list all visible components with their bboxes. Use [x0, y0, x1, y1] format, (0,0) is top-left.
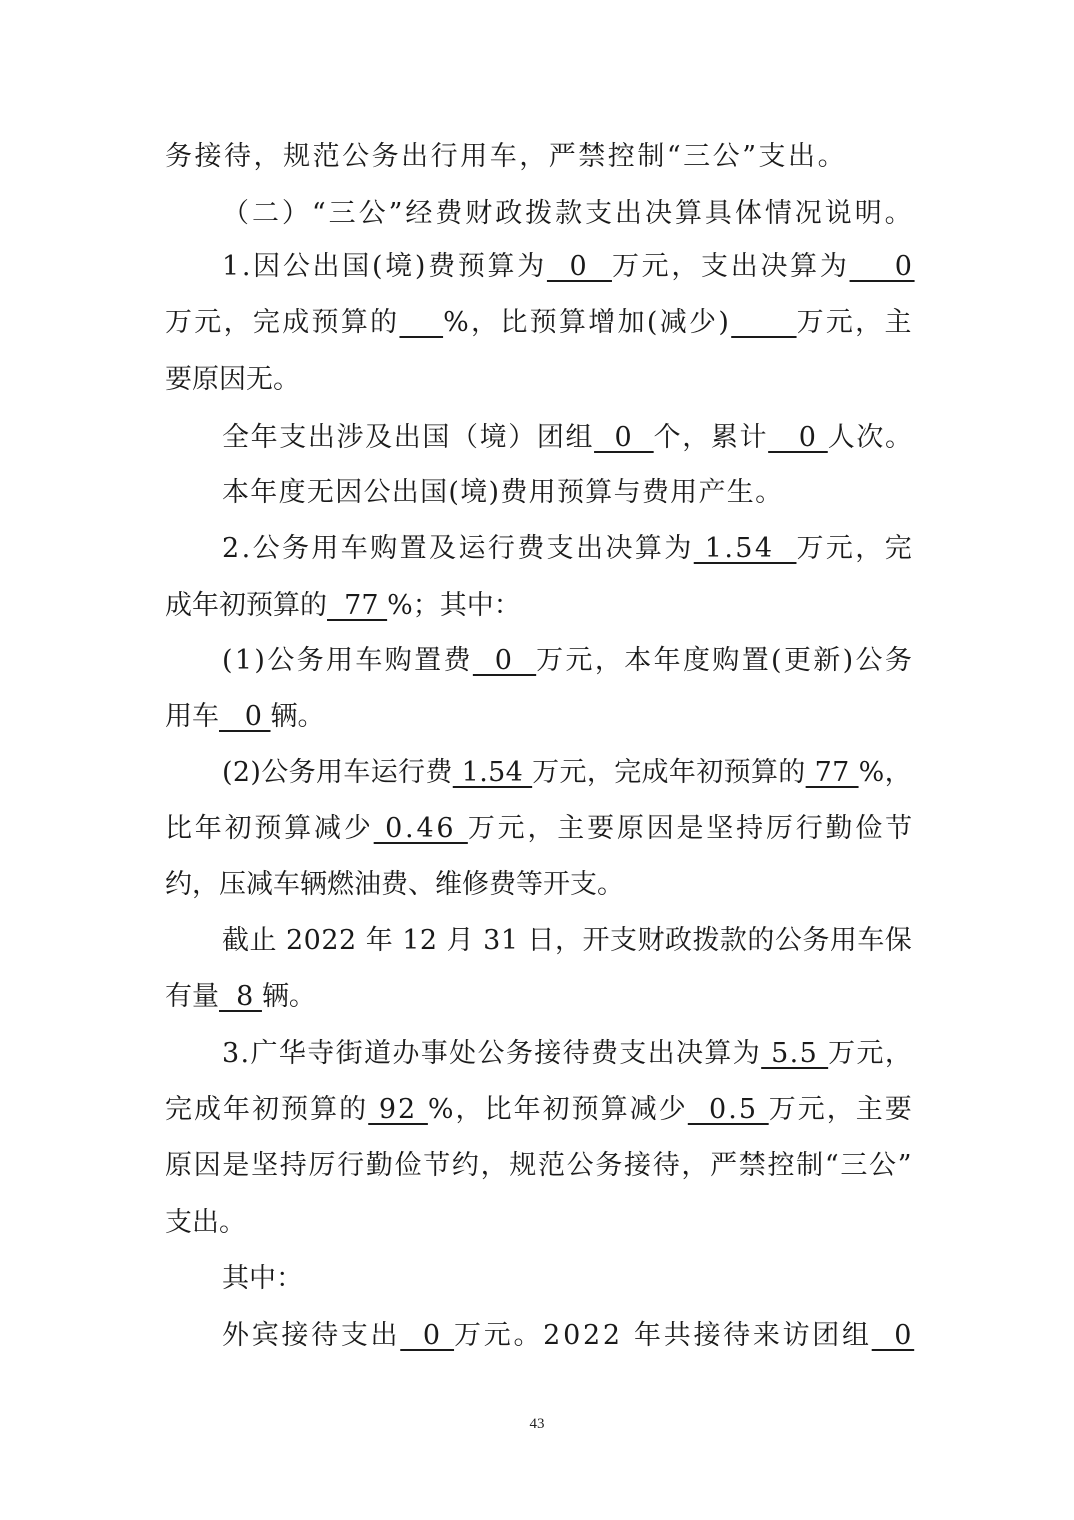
text-segment: 外宾接待支出 — [222, 1320, 401, 1351]
text-line — [165, 303, 914, 343]
text-segment: 约，压减车辆燃油费、维修费等开支。 — [165, 869, 624, 900]
text-segment: 支出。 — [165, 1207, 246, 1238]
underlined-value: 0 — [594, 422, 654, 453]
text-line — [165, 137, 847, 177]
text-segment: 用车 — [165, 701, 219, 732]
text-segment: 万元。2022 年共接待来访团组 — [454, 1320, 872, 1351]
text-segment: %；其中： — [387, 590, 521, 621]
text-line — [222, 529, 914, 569]
underlined-value: 8 — [219, 981, 262, 1012]
text-segment: 有量 — [165, 981, 219, 1012]
text-line — [165, 977, 316, 1017]
text-segment: (2)公务用车运行费 — [222, 757, 453, 788]
underlined-value: 0 — [768, 422, 828, 453]
text-segment: 人次。 — [827, 422, 914, 453]
text-line — [222, 753, 912, 793]
text-segment: 比年初预算减少 — [165, 813, 374, 844]
text-segment: 万元，主要 — [768, 1094, 914, 1125]
underlined-value: 0 — [472, 645, 537, 676]
text-segment: 万元，支出决算为 — [611, 251, 850, 282]
text-segment: 原因是坚持厉行勤俭节约，规范公务接待，严禁控制“三公” — [165, 1150, 914, 1181]
underlined-value: 1.54 — [693, 533, 797, 564]
text-segment: 万元， — [828, 1038, 914, 1069]
underlined-value: 77 — [805, 757, 859, 788]
text-line — [222, 921, 912, 961]
text-segment: 万元，主 — [796, 307, 914, 338]
text-segment: 务接待，规范公务出行用车，严禁控制“三公”支出。 — [165, 141, 848, 172]
text-segment: 万元，主要原因是坚持厉行勤俭节 — [467, 813, 915, 844]
text-segment: %，比预算增加(减少) — [443, 307, 732, 338]
text-segment: 个，累计 — [653, 422, 769, 453]
text-segment: 万元，完成年初预算的 — [532, 757, 806, 788]
text-line — [165, 865, 624, 905]
text-segment: 截止 2022 年 12 月 31 日，开支财政拨款的公务用车保 — [222, 925, 913, 956]
text-segment: 要原因无。 — [165, 364, 300, 395]
underlined-value: 0 — [400, 1320, 455, 1351]
text-line — [165, 1203, 246, 1243]
page-number: 43 — [529, 1416, 545, 1432]
text-line — [165, 809, 915, 849]
text-segment: 完成年初预算的 — [165, 1094, 369, 1125]
text-segment: 辆。 — [270, 701, 325, 732]
text-segment: 万元，完成预算的 — [165, 307, 400, 338]
text-segment: 万元，完 — [796, 533, 915, 564]
underlined-value: 0 — [546, 251, 612, 282]
text-segment: 成年初预算的 — [165, 590, 327, 621]
text-line — [165, 360, 300, 400]
text-line — [222, 1316, 914, 1356]
text-line — [222, 418, 914, 458]
text-line — [222, 641, 914, 681]
text-segment: %， — [858, 757, 912, 788]
underlined-value: 0.5 — [687, 1094, 769, 1125]
underlined-value: 0 — [219, 701, 271, 732]
text-segment: 其中： — [222, 1263, 303, 1294]
text-line — [165, 586, 521, 626]
text-line — [165, 697, 325, 737]
text-segment: 本年度无因公出国(境)费用预算与费用产生。 — [222, 477, 784, 508]
text-segment: 2.公务用车购置及运行费支出决算为 — [222, 533, 694, 564]
text-segment: %，比年初预算减少 — [427, 1094, 688, 1125]
text-segment: 万元，本年度购置(更新)公务 — [536, 645, 915, 676]
underlined-value: 0 — [871, 1320, 915, 1351]
text-line — [222, 1259, 303, 1299]
text-line — [165, 1090, 914, 1130]
underlined-value: 77 — [327, 590, 388, 621]
text-segment: (1)公务用车购置费 — [222, 645, 473, 676]
text-line — [222, 194, 915, 234]
text-segment: 1.因公出国(境)费预算为 — [222, 251, 547, 282]
underlined-value — [731, 307, 796, 338]
text-segment: 辆。 — [261, 981, 316, 1012]
underlined-value: 1.54 — [452, 757, 533, 788]
underlined-value — [399, 307, 443, 338]
text-line — [222, 247, 915, 287]
underlined-value: 0.46 — [373, 813, 468, 844]
text-segment: （二）“三公”经费财政拨款支出决算具体情况说明。 — [222, 198, 915, 229]
underlined-value: 0 — [849, 251, 915, 282]
text-line — [165, 1146, 913, 1186]
text-segment: 全年支出涉及出国（境）团组 — [222, 422, 595, 453]
text-line — [222, 473, 783, 513]
underlined-value: 5.5 — [761, 1038, 829, 1069]
text-line — [222, 1034, 913, 1074]
underlined-value: 92 — [368, 1094, 428, 1125]
text-segment: 3.广华寺街道办事处公务接待费支出决算为 — [222, 1038, 762, 1069]
